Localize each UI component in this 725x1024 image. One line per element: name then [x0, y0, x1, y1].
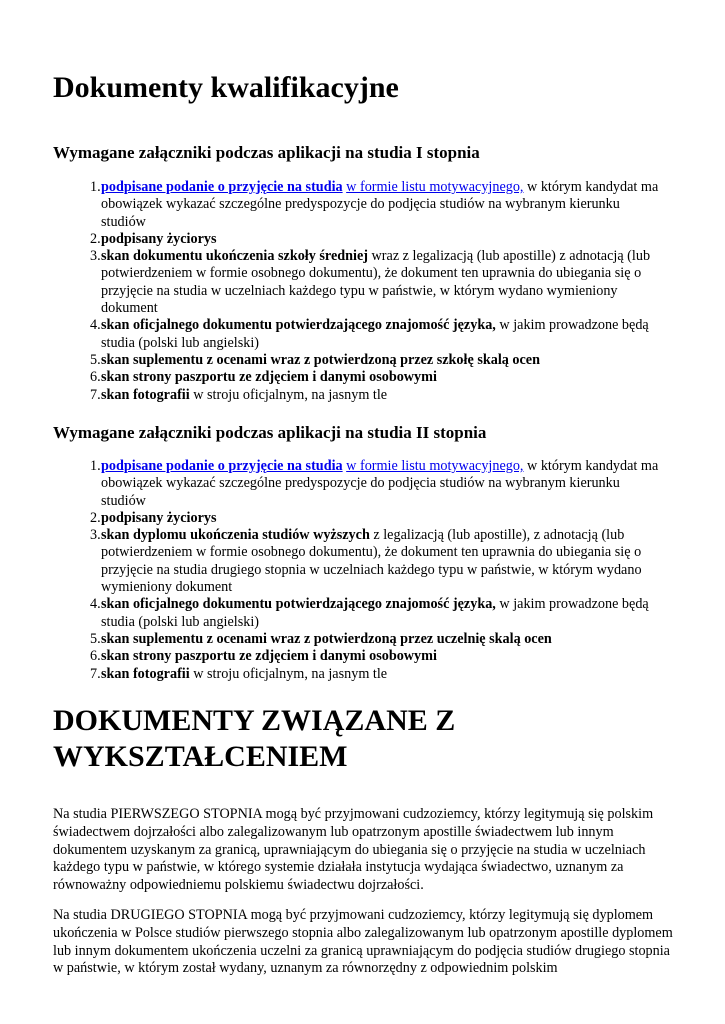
item-number: 4.	[90, 317, 101, 334]
motivation-letter-link[interactable]: w formie listu motywacyjnego,	[346, 458, 524, 474]
item-number: 3.	[90, 248, 101, 265]
item-number: 7.	[90, 665, 101, 682]
list-item: 3. skan dyplomu ukończenia studiów wyższych z legalizacją (lub apostille), z adnotacją (lub potwierdzeniem w formie osobnego dokumentu), że dokument ten uprawnia do ubiegania się o przyjęcie na studia drugiego stopnia w uczelniach każdego typu w państwie, w którym wydano wymieniony dokument	[90, 527, 642, 596]
requirements-list-second-degree	[0, 458, 665, 683]
application-link[interactable]: podpisane podanie o przyjęcie na studia	[101, 458, 343, 474]
list-item: 2. podpisany życiorys	[90, 230, 217, 247]
item-number: 4.	[90, 596, 101, 613]
list-item: 5. skan suplementu z ocenami wraz z potwierdzoną przez szkołę skalą ocen	[90, 351, 540, 368]
item-number: 3.	[90, 527, 101, 544]
item-number: 1.	[90, 179, 101, 195]
page-title: Dokumenty kwalifikacyjne	[53, 71, 399, 104]
item-number: 7.	[90, 386, 101, 403]
section-heading-second-degree: Wymagane załączniki podczas aplikacji na studia II stopnia	[53, 423, 487, 442]
item-number: 6.	[90, 369, 101, 386]
section-heading-first-degree: Wymagane załączniki podczas aplikacji na studia I stopnia	[53, 143, 480, 162]
item-number: 5.	[90, 351, 101, 368]
item-number: 6.	[90, 648, 101, 665]
list-item: 6. skan strony paszportu ze zdjęciem i danymi osobowymi	[90, 369, 437, 386]
item-number: 5.	[90, 630, 101, 647]
education-documents-heading: DOKUMENTY ZWIĄZANE Z WYKSZTAŁCENIEM	[53, 704, 456, 773]
item-number: 2.	[90, 509, 101, 526]
list-item: 1. podpisane podanie o przyjęcie na studia w formie listu motywacyjnego, w którym kandydat ma obowiązek wykazać szczególne predyspozycje do podjęcia studiów na wybranym kierunku studiów	[90, 179, 659, 230]
item-number: 1.	[90, 458, 101, 474]
list-item: 7. skan fotografii w stroju oficjalnym, na jasnym tle	[90, 386, 388, 403]
list-item: 6. skan strony paszportu ze zdjęciem i danymi osobowymi	[90, 648, 437, 665]
list-item: 4. skan oficjalnego dokumentu potwierdzającego znajomość języka, w jakim prowadzone będą studia (polski lub angielski)	[90, 317, 649, 351]
first-degree-paragraph: Na studia PIERWSZEGO STOPNIA mogą być przyjmowani cudzoziemcy, którzy legitymują się polskim świadectwem dojrzałości albo zalegalizowanym lub opatrzonym apostille świadectwem lub innym dokumentem uzyskanym za granicą, uprawniającym do ubiegania się o przyjęcie na studia w uczelniach każdego typu w państwie, w którego systemie działała instytucja wydająca świadectwo, uznanym za równoważny odpowiedniemu polskiemu świadectwu dojrzałości.	[53, 806, 654, 894]
list-item: 1. podpisane podanie o przyjęcie na studia w formie listu motywacyjnego, w którym kandydat ma obowiązek wykazać szczególne predyspozycje do podjęcia studiów na wybranym kierunku studiów	[90, 458, 659, 509]
motivation-letter-link[interactable]: w formie listu motywacyjnego,	[346, 179, 524, 195]
list-item: 5. skan suplementu z ocenami wraz z potwierdzoną przez uczelnię skalą ocen	[90, 630, 552, 647]
list-item: 2. podpisany życiorys	[90, 509, 217, 526]
list-item: 4. skan oficjalnego dokumentu potwierdzającego znajomość języka, w jakim prowadzone będą studia (polski lub angielski)	[90, 596, 649, 630]
application-link[interactable]: podpisane podanie o przyjęcie na studia	[101, 179, 343, 195]
list-item: 3. skan dokumentu ukończenia szkoły średniej wraz z legalizacją (lub apostille) z adnotacją (lub potwierdzeniem w formie osobnego dokumentu), że dokument ten uprawnia do ubiegania się o przyjęcie na studia w uczelniach każdego typu w państwie, w którym wydano wymieniony dokument	[90, 248, 651, 317]
requirements-list-first-degree	[0, 179, 665, 404]
item-number: 2.	[90, 230, 101, 247]
second-degree-paragraph: Na studia DRUGIEGO STOPNIA mogą być przyjmowani cudzoziemcy, którzy legitymują się dyplomem ukończenia w Polsce studiów pierwszego stopnia albo zalegalizowanym lub opatrzonym apostille dyplomem lub innym dokumentem ukończenia uczelni za granicą uprawniającym do podjęcia studiów drugiego stopnia w państwie, w którym został wydany, uznanym za równorzędny z odpowiednim polskim	[53, 907, 673, 977]
list-item: 7. skan fotografii w stroju oficjalnym, na jasnym tle	[90, 665, 388, 682]
